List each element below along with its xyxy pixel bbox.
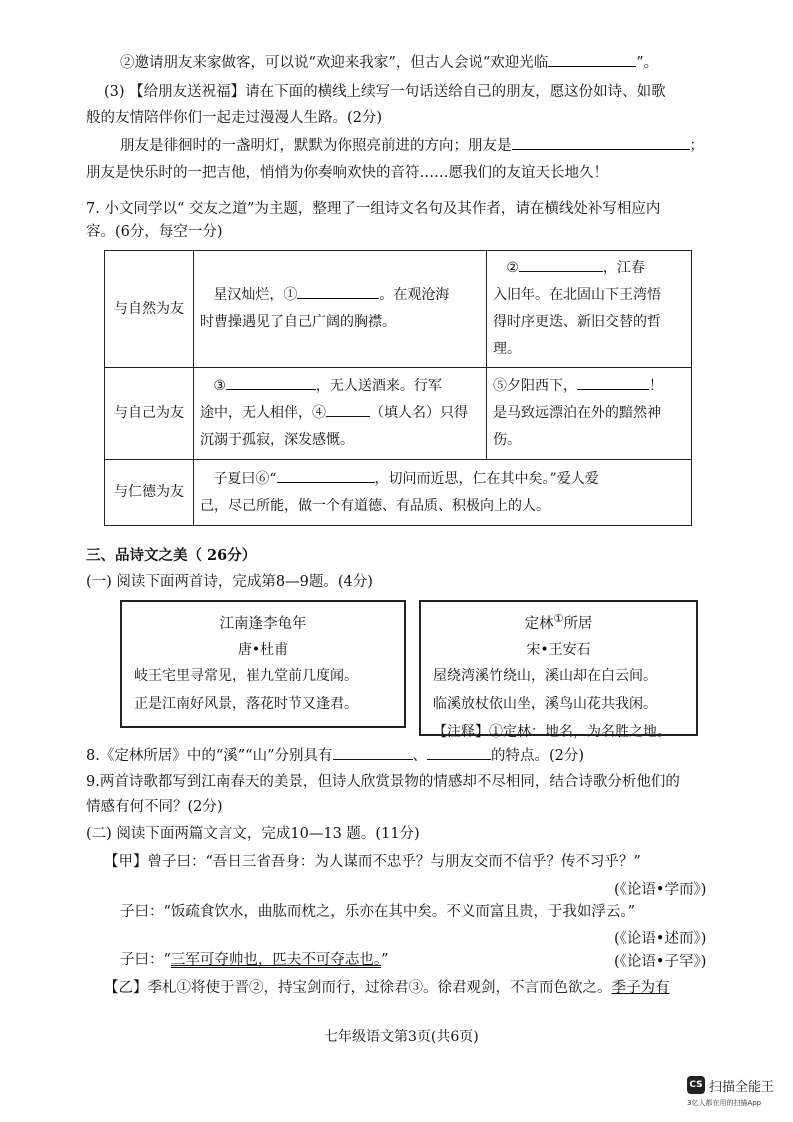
source-citation: (《论语•学而》)	[614, 882, 707, 898]
answer-blank[interactable]	[577, 375, 649, 390]
answer-blank[interactable]	[297, 284, 379, 299]
poem-line: 岐王宅里寻常见，崔九堂前几度闻。	[134, 668, 358, 684]
q9-line1: 9.两首诗歌都写到江南春天的美景，但诗人欣赏景物的情感却不尽相同，结合诗歌分析他们的	[86, 774, 680, 790]
q7-stem-line2: 容。(6分，每空一分)	[86, 224, 223, 240]
poem-title: 江南逢李龟年	[219, 616, 307, 632]
answer-blank[interactable]	[519, 257, 603, 272]
watermark-name: 扫描全能王	[709, 1080, 775, 1095]
answer-blank[interactable]	[326, 402, 370, 417]
q6-item3-line1: (3) 【给朋友送祝福】请在下面的横线上续写一句话送给自己的朋友，愿这份如诗、如歌	[104, 84, 666, 100]
camscanner-logo-icon: CS	[687, 1076, 705, 1094]
text-zi-1: 子曰：“饭疏食饮水，曲肱而枕之，乐亦在其中矣。不义而富且贵，于我如浮云。”	[120, 904, 636, 920]
section-heading: 三、品诗文之美（ 26分）	[86, 547, 257, 564]
row-label: 与自己为友	[105, 368, 194, 460]
cell-nature-2: ② ，江春 入旧年。在北固山下王湾悟 得时序更迭、新旧交替的哲 理。	[487, 251, 692, 368]
answer-blank[interactable]	[333, 745, 413, 760]
poem-box-1	[120, 600, 406, 728]
watermark-tagline: 3亿人都在用的扫描App	[687, 1099, 762, 1107]
q7-table	[104, 250, 692, 526]
q6-item3-line2: 般的友情陪伴你们一起走过漫漫人生路。(2分)	[86, 110, 383, 126]
cell-virtue: 子夏曰⑥“ ，切问而近思，仁在其中矣。”爱人爱 己，尽己所能，做一个有道德、有品质、积极向上的人。	[194, 460, 692, 526]
source-citation: (《论语•述而》)	[614, 931, 707, 947]
poem-title: 定林①所居	[524, 612, 593, 632]
text-zi-2: 子曰：“三军可夺帅也，匹夫不可夺志也。”	[120, 952, 389, 968]
answer-blank[interactable]	[226, 375, 316, 390]
cell-nature-1: 星汉灿烂，① 。在观沧海 时曹操遇见了自己广阔的胸襟。	[194, 251, 487, 368]
cell-self-2: ⑤夕阳西下， ！ 是马致远漂泊在外的黯然神 伤。	[487, 368, 692, 460]
text-jia: 【甲】曾子曰：“吾日三省吾身：为人谋而不忠乎？与朋友交而不信乎？传不习乎？”	[104, 854, 641, 870]
underlined-phrase: 季子为有	[611, 980, 670, 996]
q6-item3-line4: 朋友是快乐时的一把吉他，悄悄为你奏响欢快的音符……愿我们的友谊天长地久！	[86, 165, 608, 181]
text-yi: 【乙】季札①将使于晋②，持宝剑而行，过徐君③。徐君观剑，不言而色欲之。季子为有	[104, 980, 670, 996]
poem-author: 宋•王安石	[526, 642, 591, 658]
q6-item3-line3: 朋友是徘徊时的一盏明灯，默默为你照亮前进的方向；朋友是 ；	[120, 135, 704, 156]
q9-line2: 情感有何不同？(2分)	[86, 799, 223, 815]
answer-blank[interactable]	[512, 135, 690, 150]
answer-blank[interactable]	[277, 468, 375, 483]
poem-author: 唐•杜甫	[237, 642, 289, 658]
answer-blank[interactable]	[548, 52, 636, 67]
row-label: 与自然为友	[105, 251, 194, 368]
poem-note: 【注释】①定林：地名，为名胜之地。	[433, 724, 671, 740]
poem-box-2	[419, 600, 698, 740]
answer-blank[interactable]	[427, 745, 491, 760]
poem-line: 临溪放杖依山坐，溪鸟山花共我闲。	[433, 696, 657, 712]
double-underlined-phrase: 三军可夺帅也，匹夫不可夺志也。	[170, 952, 382, 968]
q6-item2: ②邀请朋友来家做客，可以说“欢迎来我家”，但古人会说“欢迎光临 ”。	[120, 52, 658, 73]
scanner-watermark	[687, 1071, 787, 1111]
part2-instruction: (二) 阅读下面两篇文言文，完成10—13 题。(11分)	[86, 826, 420, 842]
source-citation: (《论语•子罕》)	[614, 954, 707, 970]
poem-line: 正是江南好风景，落花时节又逢君。	[134, 696, 358, 712]
q8: 8.《定林所居》中的“溪”“山”分别具有 、 的特点。(2分)	[86, 745, 584, 766]
part1-instruction: (一) 阅读下面两首诗，完成第8—9题。(4分)	[86, 574, 373, 590]
poem-line: 屋绕湾溪竹绕山，溪山却在白云间。	[433, 668, 657, 684]
cell-self-1: ③ ，无人送酒来。行军 途中，无人相伴，④ （填人名）只得 沉溺于孤寂，深发感慨。	[194, 368, 487, 460]
q7-stem-line1: 7. 小文同学以“ 交友之道”为主题，整理了一组诗文名句及其作者，请在横线处补写相应内	[86, 201, 661, 217]
page-footer: 七年级语文第3页(共6页)	[324, 1029, 479, 1045]
row-label: 与仁德为友	[105, 460, 194, 526]
